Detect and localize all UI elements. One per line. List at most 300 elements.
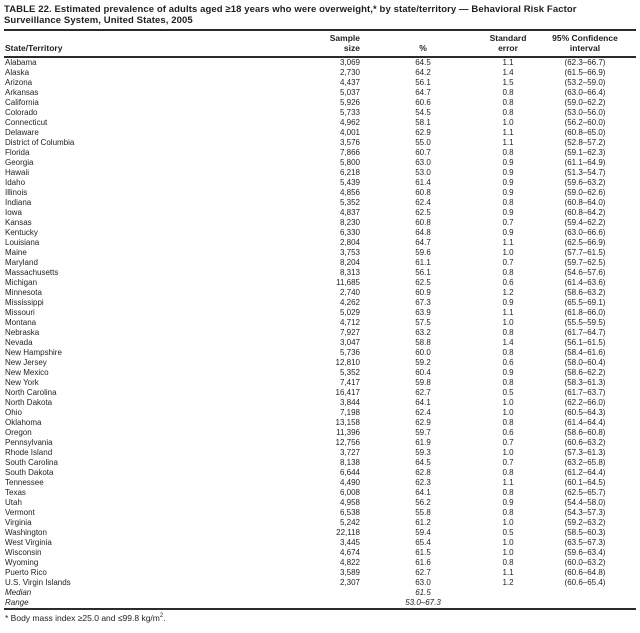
table-row xyxy=(4,518,636,528)
cell-state: Pennsylvania xyxy=(5,438,53,447)
cell-confidence-interval: (61.8–66.0) xyxy=(564,308,606,317)
footnote-period: . xyxy=(163,613,166,623)
cell-confidence-interval: (59.6–63.2) xyxy=(564,178,606,187)
table-row xyxy=(4,278,636,288)
table-row xyxy=(4,428,636,438)
cell-sample-size: 4,822 xyxy=(339,558,360,567)
cell-sample-size: 5,926 xyxy=(339,98,360,107)
cell-sample-size: 7,417 xyxy=(339,378,360,387)
cell-percent: 56.1 xyxy=(415,268,431,277)
cell-sample-size: 12,756 xyxy=(335,438,360,447)
cell-confidence-interval: (60.0–63.2) xyxy=(564,558,606,567)
cell-standard-error: 1.0 xyxy=(502,318,514,327)
cell-standard-error: 1.0 xyxy=(502,448,514,457)
cell-standard-error: 0.8 xyxy=(502,378,514,387)
cell-confidence-interval: (54.3–57.3) xyxy=(564,508,606,517)
table-row xyxy=(4,348,636,358)
cell-percent: 64.7 xyxy=(415,88,431,97)
cell-standard-error: 0.9 xyxy=(502,228,514,237)
cell-state: North Dakota xyxy=(5,398,53,407)
cell-percent: 60.8 xyxy=(415,218,431,227)
cell-standard-error: 0.9 xyxy=(502,298,514,307)
cell-standard-error: 1.0 xyxy=(502,408,514,417)
cell-state: North Carolina xyxy=(5,388,57,397)
prevalence-table xyxy=(4,31,636,610)
cell-state: Vermont xyxy=(5,508,35,517)
cell-standard-error: 1.0 xyxy=(502,548,514,557)
cell-standard-error: 0.9 xyxy=(502,368,514,377)
cell-standard-error: 1.0 xyxy=(502,248,514,257)
cell-standard-error: 1.1 xyxy=(502,138,514,147)
table-row xyxy=(4,568,636,578)
cell-confidence-interval: (63.2–65.8) xyxy=(564,458,606,467)
cell-standard-error: 1.0 xyxy=(502,398,514,407)
cell-percent: 62.8 xyxy=(415,468,431,477)
cell-confidence-interval xyxy=(534,588,636,598)
table-row xyxy=(4,378,636,388)
cell-sample-size: 2,804 xyxy=(339,238,360,247)
table-row xyxy=(4,388,636,398)
footnote xyxy=(4,610,636,624)
cell-percent: 60.9 xyxy=(415,288,431,297)
table-row xyxy=(4,448,636,458)
table-row xyxy=(4,198,636,208)
cell-confidence-interval: (59.2–63.2) xyxy=(564,518,606,527)
table-row xyxy=(4,78,636,88)
table-row xyxy=(4,288,636,298)
cell-confidence-interval: (60.8–65.0) xyxy=(564,128,606,137)
cell-percent: 62.5 xyxy=(415,278,431,287)
table-row xyxy=(4,238,636,248)
cell-sample-size: 22,118 xyxy=(336,528,360,537)
cell-state: Virginia xyxy=(5,518,32,527)
table-row xyxy=(4,318,636,328)
cell-sample-size: 13,158 xyxy=(335,418,360,427)
cell-percent: 61.2 xyxy=(415,518,431,527)
cell-percent: 53.0–67.3 xyxy=(405,598,441,607)
cell-confidence-interval: (54.4–58.0) xyxy=(564,498,606,507)
cell-state: Massachusetts xyxy=(5,268,59,277)
cell-percent: 62.3 xyxy=(415,478,431,487)
cell-percent: 60.0 xyxy=(415,348,431,357)
cell-state: Alabama xyxy=(5,58,37,67)
cell-standard-error: 0.9 xyxy=(502,208,514,217)
cell-confidence-interval: (58.6–60.8) xyxy=(564,428,606,437)
cell-percent: 56.2 xyxy=(415,498,431,507)
table-row xyxy=(4,328,636,338)
cell-percent: 64.5 xyxy=(415,58,431,67)
cell-sample-size: 5,736 xyxy=(339,348,360,357)
table-row xyxy=(4,558,636,568)
cell-standard-error: 0.8 xyxy=(502,468,514,477)
cell-percent: 59.8 xyxy=(415,378,431,387)
cell-sample-size: 8,204 xyxy=(339,258,360,267)
cell-state: Texas xyxy=(5,488,26,497)
cell-state: Montana xyxy=(5,318,37,327)
cell-confidence-interval: (63.5–67.3) xyxy=(564,538,606,547)
cell-state: Louisiana xyxy=(5,238,40,247)
cell-confidence-interval: (62.3–66.7) xyxy=(564,58,606,67)
cell-percent: 65.4 xyxy=(415,538,431,547)
cell-standard-error: 1.1 xyxy=(502,568,514,577)
cell-percent: 60.7 xyxy=(415,148,431,157)
cell-standard-error: 0.8 xyxy=(502,88,514,97)
cell-state: Wisconsin xyxy=(5,548,42,557)
cell-percent: 63.0 xyxy=(415,158,431,167)
cell-sample-size: 3,727 xyxy=(339,448,360,457)
cell-state: District of Columbia xyxy=(5,138,75,147)
cell-standard-error: 1.1 xyxy=(502,238,514,247)
cell-percent: 61.9 xyxy=(415,438,431,447)
cell-percent: 61.1 xyxy=(415,258,431,267)
table-row xyxy=(4,578,636,588)
cell-standard-error: 1.1 xyxy=(502,58,514,67)
cell-state: New Jersey xyxy=(5,358,47,367)
cell-standard-error: 0.9 xyxy=(502,158,514,167)
cell-percent: 54.5 xyxy=(415,108,431,117)
cell-sample-size: 4,962 xyxy=(339,118,360,127)
cell-percent: 61.5 xyxy=(415,588,431,597)
cell-percent: 62.4 xyxy=(415,408,431,417)
cell-state: Oregon xyxy=(5,428,32,437)
cell-state: Minnesota xyxy=(5,288,42,297)
column-header-state: State/Territory xyxy=(5,42,63,53)
table-row xyxy=(4,298,636,308)
cell-state: Mississippi xyxy=(5,298,44,307)
cell-percent: 64.1 xyxy=(415,398,431,407)
footnote-superscript: 2 xyxy=(159,613,164,620)
cell-confidence-interval: (61.2–64.4) xyxy=(564,468,606,477)
cell-state: Maine xyxy=(5,248,27,257)
cell-confidence-interval: (58.5–60.3) xyxy=(564,528,606,537)
table-row xyxy=(4,418,636,428)
cell-sample-size: 4,437 xyxy=(339,78,360,87)
cell-confidence-interval: (62.5–66.9) xyxy=(564,238,606,247)
cell-confidence-interval: (59.6–63.4) xyxy=(564,548,606,557)
cell-sample-size: 5,352 xyxy=(339,198,360,207)
column-header-confidence-interval: 95% Confidence interval xyxy=(552,33,618,53)
cell-sample-size: 2,740 xyxy=(339,288,360,297)
cell-sample-size: 5,242 xyxy=(339,518,360,527)
table-row xyxy=(4,598,636,609)
cell-percent: 55.0 xyxy=(415,138,431,147)
cell-sample-size xyxy=(297,588,364,598)
cell-standard-error: 1.2 xyxy=(502,578,514,587)
cell-standard-error: 1.4 xyxy=(502,68,514,77)
cell-confidence-interval: (56.2–60.0) xyxy=(564,118,606,127)
cell-percent: 60.8 xyxy=(415,188,431,197)
cell-percent: 62.9 xyxy=(415,418,431,427)
table-row xyxy=(4,408,636,418)
cell-sample-size: 11,685 xyxy=(336,278,360,287)
cell-sample-size: 4,674 xyxy=(339,548,360,557)
cell-state: Michigan xyxy=(5,278,38,287)
table-row xyxy=(4,218,636,228)
cell-sample-size: 5,439 xyxy=(339,178,360,187)
cell-state: Iowa xyxy=(5,208,22,217)
table-title-line1: TABLE 22. Estimated prevalence of adults aged ≥18 years who were overweight,* by state/territory — Behavioral Risk Factor xyxy=(4,4,577,15)
cell-standard-error: 0.7 xyxy=(502,458,514,467)
cell-standard-error: 0.9 xyxy=(502,178,514,187)
cell-sample-size: 3,589 xyxy=(339,568,360,577)
cell-standard-error: 0.8 xyxy=(502,108,514,117)
cell-sample-size: 7,927 xyxy=(339,328,360,337)
table-row xyxy=(4,588,636,598)
table-row xyxy=(4,498,636,508)
cell-percent: 61.6 xyxy=(415,558,431,567)
cell-confidence-interval: (60.6–64.8) xyxy=(564,568,606,577)
cell-sample-size: 4,958 xyxy=(339,498,360,507)
cell-percent: 64.5 xyxy=(415,458,431,467)
cell-standard-error: 1.0 xyxy=(502,118,514,127)
cell-standard-error: 0.5 xyxy=(502,528,514,537)
table-header xyxy=(4,31,636,57)
cell-confidence-interval: (53.0–56.0) xyxy=(564,108,606,117)
table-row xyxy=(4,358,636,368)
cell-standard-error: 0.8 xyxy=(502,348,514,357)
cell-standard-error: 0.7 xyxy=(502,218,514,227)
cell-standard-error: 1.5 xyxy=(502,78,514,87)
cell-sample-size: 8,313 xyxy=(339,268,360,277)
table-row xyxy=(4,548,636,558)
cell-sample-size: 4,262 xyxy=(339,298,360,307)
cell-percent: 64.8 xyxy=(415,228,431,237)
cell-confidence-interval: (65.5–69.1) xyxy=(564,298,606,307)
cell-standard-error: 0.7 xyxy=(502,438,514,447)
cell-state: New Mexico xyxy=(5,368,49,377)
cell-sample-size: 6,644 xyxy=(339,468,360,477)
cell-percent: 62.9 xyxy=(415,128,431,137)
cell-percent: 58.8 xyxy=(415,338,431,347)
cell-state: Wyoming xyxy=(5,558,39,567)
table-row xyxy=(4,468,636,478)
table-row xyxy=(4,68,636,78)
table-body xyxy=(4,57,636,609)
column-header-percent: % xyxy=(419,42,427,53)
cell-sample-size: 7,198 xyxy=(339,408,360,417)
cell-standard-error: 0.9 xyxy=(502,168,514,177)
cell-standard-error: 0.8 xyxy=(502,558,514,567)
cell-percent: 62.7 xyxy=(415,388,431,397)
cell-state: Illinois xyxy=(5,188,28,197)
cell-percent: 60.4 xyxy=(415,368,431,377)
cell-state: Connecticut xyxy=(5,118,48,127)
cell-standard-error: 0.9 xyxy=(502,498,514,507)
cell-confidence-interval: (61.7–63.7) xyxy=(564,388,606,397)
cell-sample-size: 3,047 xyxy=(339,338,360,347)
cell-confidence-interval: (63.0–66.4) xyxy=(564,88,606,97)
cell-sample-size: 5,352 xyxy=(339,368,360,377)
cell-percent: 59.7 xyxy=(415,428,431,437)
cell-state: Colorado xyxy=(5,108,38,117)
cell-state: Rhode Island xyxy=(5,448,53,457)
cell-state: Maryland xyxy=(5,258,38,267)
cell-confidence-interval: (54.6–57.6) xyxy=(564,268,606,277)
table-row xyxy=(4,148,636,158)
cell-sample-size: 4,856 xyxy=(339,188,360,197)
table-row xyxy=(4,258,636,268)
cell-state: Hawaii xyxy=(5,168,30,177)
column-header-sample-size: Sample size xyxy=(329,33,360,53)
cell-percent: 58.1 xyxy=(415,118,431,127)
cell-percent: 61.5 xyxy=(415,548,431,557)
cell-state: Delaware xyxy=(5,128,39,137)
cell-confidence-interval: (55.5–59.5) xyxy=(564,318,606,327)
cell-confidence-interval: (58.3–61.3) xyxy=(564,378,606,387)
cell-state: Arkansas xyxy=(5,88,39,97)
table-row xyxy=(4,178,636,188)
table-row xyxy=(4,398,636,408)
table-row xyxy=(4,508,636,518)
table-row xyxy=(4,188,636,198)
cell-state: Indiana xyxy=(5,198,32,207)
cell-percent: 56.1 xyxy=(415,78,431,87)
cell-state: Utah xyxy=(5,498,22,507)
cell-standard-error xyxy=(482,598,534,609)
cell-sample-size: 12,810 xyxy=(335,358,360,367)
table-row xyxy=(4,248,636,258)
table-row xyxy=(4,98,636,108)
table-row xyxy=(4,478,636,488)
cell-state: California xyxy=(5,98,39,107)
table-row xyxy=(4,538,636,548)
cell-state: New York xyxy=(5,378,39,387)
cell-sample-size: 6,008 xyxy=(339,488,360,497)
cell-percent: 57.5 xyxy=(415,318,431,327)
cell-confidence-interval: (56.1–61.5) xyxy=(564,338,606,347)
cell-percent: 62.4 xyxy=(415,198,431,207)
cell-confidence-interval xyxy=(534,598,636,609)
cell-standard-error: 0.9 xyxy=(502,188,514,197)
cell-confidence-interval: (61.5–66.9) xyxy=(564,68,606,77)
cell-confidence-interval: (52.8–57.2) xyxy=(564,138,606,147)
cell-confidence-interval: (59.0–62.6) xyxy=(564,188,606,197)
cell-standard-error: 0.8 xyxy=(502,98,514,107)
cell-standard-error: 0.6 xyxy=(502,278,514,287)
cell-standard-error: 0.8 xyxy=(502,268,514,277)
cell-standard-error: 1.1 xyxy=(502,308,514,317)
cell-state: Florida xyxy=(5,148,30,157)
cell-standard-error: 1.2 xyxy=(502,288,514,297)
cell-state: U.S. Virgin Islands xyxy=(5,578,71,587)
cell-percent: 53.0 xyxy=(415,168,431,177)
cell-sample-size: 6,538 xyxy=(339,508,360,517)
cell-confidence-interval: (53.2–59.0) xyxy=(564,78,606,87)
cell-sample-size: 16,417 xyxy=(335,388,360,397)
cell-confidence-interval: (60.6–65.4) xyxy=(564,578,606,587)
cell-state: South Dakota xyxy=(5,468,54,477)
cell-state: West Virginia xyxy=(5,538,52,547)
cell-sample-size: 5,800 xyxy=(339,158,360,167)
cell-sample-size: 3,753 xyxy=(339,248,360,257)
cell-sample-size: 3,576 xyxy=(339,138,360,147)
cell-sample-size: 2,307 xyxy=(339,578,360,587)
cell-confidence-interval: (60.8–64.0) xyxy=(564,198,606,207)
cell-standard-error: 1.1 xyxy=(502,128,514,137)
cell-percent: 59.3 xyxy=(415,448,431,457)
cell-percent: 61.4 xyxy=(415,178,431,187)
cell-state: Ohio xyxy=(5,408,22,417)
cell-standard-error: 1.0 xyxy=(502,518,514,527)
cell-sample-size: 4,837 xyxy=(339,208,360,217)
table-row xyxy=(4,208,636,218)
cell-state: Puerto Rico xyxy=(5,568,47,577)
cell-percent: 59.4 xyxy=(415,528,431,537)
cell-state: Kansas xyxy=(5,218,32,227)
cell-confidence-interval: (57.7–61.5) xyxy=(564,248,606,257)
cell-confidence-interval: (58.4–61.6) xyxy=(564,348,606,357)
cell-confidence-interval: (60.8–64.2) xyxy=(564,208,606,217)
cell-state: Range xyxy=(5,598,29,607)
cell-confidence-interval: (51.3–54.7) xyxy=(564,168,606,177)
cell-sample-size: 3,445 xyxy=(339,538,360,547)
table-row xyxy=(4,228,636,238)
cell-confidence-interval: (58.6–62.2) xyxy=(564,368,606,377)
cell-confidence-interval: (61.4–64.4) xyxy=(564,418,606,427)
cell-sample-size: 5,029 xyxy=(339,308,360,317)
cell-standard-error: 0.8 xyxy=(502,488,514,497)
cell-percent: 62.7 xyxy=(415,568,431,577)
cell-sample-size: 6,330 xyxy=(339,228,360,237)
cell-confidence-interval: (63.0–66.6) xyxy=(564,228,606,237)
cell-standard-error: 0.6 xyxy=(502,428,514,437)
cell-sample-size xyxy=(297,598,364,609)
table-title-line2: Surveillance System, United States, 2005 xyxy=(4,15,193,26)
cell-confidence-interval: (59.7–62.5) xyxy=(564,258,606,267)
table-row xyxy=(4,268,636,278)
table-row xyxy=(4,488,636,498)
table-row xyxy=(4,438,636,448)
cell-standard-error: 0.7 xyxy=(502,258,514,267)
cell-sample-size: 8,138 xyxy=(339,458,360,467)
table-row xyxy=(4,88,636,98)
cell-state: Nevada xyxy=(5,338,33,347)
table-row xyxy=(4,128,636,138)
cell-standard-error: 0.6 xyxy=(502,358,514,367)
cell-standard-error: 0.8 xyxy=(502,198,514,207)
cell-state: Arizona xyxy=(5,78,33,87)
cell-sample-size: 8,230 xyxy=(339,218,360,227)
cell-state: Alaska xyxy=(5,68,30,77)
cell-standard-error: 0.8 xyxy=(502,328,514,337)
cell-sample-size: 6,218 xyxy=(339,168,360,177)
cell-state: New Hampshire xyxy=(5,348,62,357)
cell-percent: 59.6 xyxy=(415,248,431,257)
cell-standard-error: 1.1 xyxy=(502,478,514,487)
cell-percent: 60.6 xyxy=(415,98,431,107)
cell-confidence-interval: (61.1–64.9) xyxy=(564,158,606,167)
cell-percent: 67.3 xyxy=(415,298,431,307)
cell-standard-error xyxy=(482,588,534,598)
table-row xyxy=(4,57,636,68)
table-row xyxy=(4,138,636,148)
cell-percent: 63.9 xyxy=(415,308,431,317)
cell-confidence-interval: (62.2–66.0) xyxy=(564,398,606,407)
cell-confidence-interval: (59.1–62.3) xyxy=(564,148,606,157)
cell-percent: 59.2 xyxy=(415,358,431,367)
cell-state: Missouri xyxy=(5,308,35,317)
table-row xyxy=(4,528,636,538)
cell-state: South Carolina xyxy=(5,458,58,467)
table-row xyxy=(4,168,636,178)
cell-confidence-interval: (62.5–65.7) xyxy=(564,488,606,497)
cell-standard-error: 1.0 xyxy=(502,538,514,547)
cell-percent: 63.0 xyxy=(415,578,431,587)
cell-state: Georgia xyxy=(5,158,34,167)
table-row xyxy=(4,108,636,118)
cell-sample-size: 11,396 xyxy=(336,428,360,437)
cell-confidence-interval: (59.4–62.2) xyxy=(564,218,606,227)
